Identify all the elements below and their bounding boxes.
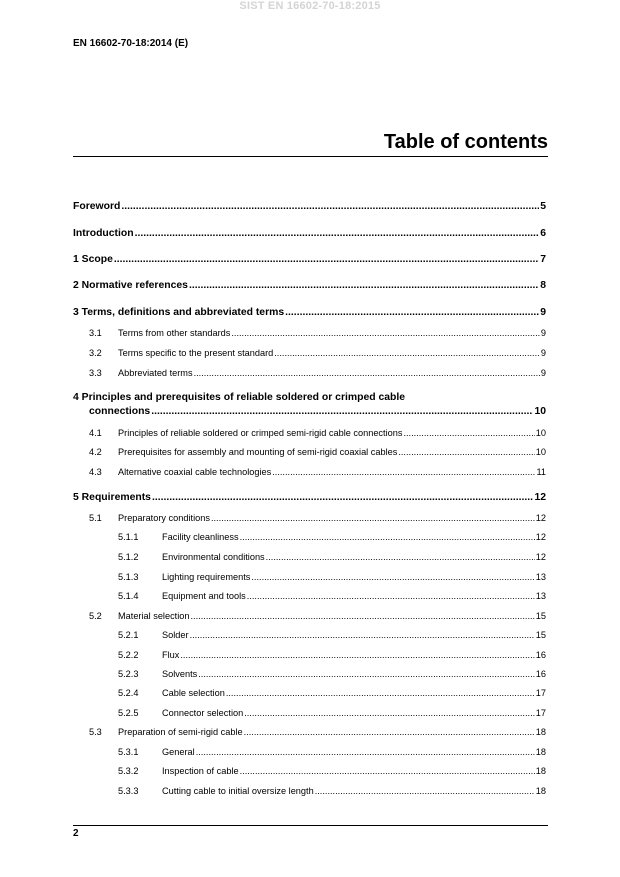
toc-entry[interactable] bbox=[118, 707, 546, 719]
toc-entry-number: 5.1.2 bbox=[118, 552, 139, 562]
toc-entry-label: Material selection bbox=[118, 611, 190, 621]
toc-entry-number: 5.2.2 bbox=[118, 650, 139, 660]
toc-dot-leader bbox=[315, 785, 535, 797]
toc-entry-number: 4.3 bbox=[89, 467, 102, 477]
toc-entry[interactable] bbox=[118, 687, 546, 699]
toc-entry-label: 3 Terms, definitions and abbreviated terms bbox=[73, 307, 285, 318]
toc-dot-leader bbox=[266, 551, 535, 563]
toc-entry-page: 10 bbox=[534, 406, 546, 417]
toc-entry[interactable] bbox=[73, 492, 546, 504]
toc-entry-label: Prerequisites for assembly and mounting of semi-rigid coaxial cables bbox=[118, 447, 398, 457]
page-title: Table of contents bbox=[383, 131, 548, 153]
title-divider bbox=[73, 156, 548, 157]
toc-entry-label: Equipment and tools bbox=[162, 591, 246, 601]
toc-entry-label-line1: 4 Principles and prerequisites of reliable soldered or crimped cable bbox=[73, 392, 406, 403]
toc-entry-number: 5.2.4 bbox=[118, 688, 139, 698]
toc-entry-label: General bbox=[162, 747, 195, 757]
toc-entry-number: 5.1.4 bbox=[118, 591, 139, 601]
toc-entry[interactable] bbox=[118, 746, 546, 758]
toc-entry-number: 5.3.1 bbox=[118, 747, 139, 757]
toc-entry-page: 5 bbox=[540, 201, 546, 212]
toc-dot-leader bbox=[240, 765, 535, 777]
toc-dot-leader bbox=[211, 512, 535, 524]
toc-entry-number: 4.2 bbox=[89, 447, 102, 457]
toc-entry-page: 11 bbox=[536, 467, 546, 477]
toc-dot-leader bbox=[152, 492, 533, 504]
toc-entry-page: 8 bbox=[540, 280, 546, 291]
toc-dot-leader bbox=[189, 280, 539, 292]
toc-entry[interactable] bbox=[89, 512, 546, 524]
toc-entry-label: Lighting requirements bbox=[162, 572, 251, 582]
toc-dot-leader bbox=[272, 466, 535, 478]
toc-dot-leader bbox=[190, 629, 535, 641]
toc-entry-number: 5.2.3 bbox=[118, 669, 139, 679]
toc-entry-label: Flux bbox=[162, 650, 180, 660]
toc-entry-label: Preparation of semi-rigid cable bbox=[118, 727, 243, 737]
toc-entry-page: 13 bbox=[535, 591, 546, 601]
toc-entry[interactable] bbox=[89, 610, 546, 622]
toc-entry-number: 5.3.3 bbox=[118, 786, 139, 796]
page-number: 2 bbox=[73, 828, 79, 839]
toc-entry-page: 10 bbox=[535, 428, 546, 438]
toc-entry-number: 5.1.1 bbox=[118, 532, 139, 542]
toc-entry-page: 15 bbox=[535, 611, 546, 621]
toc-dot-leader bbox=[196, 746, 535, 758]
toc-entry-page: 13 bbox=[535, 572, 546, 582]
toc-entry[interactable] bbox=[89, 427, 546, 439]
toc-entry-page: 18 bbox=[535, 786, 546, 796]
toc-entry[interactable] bbox=[89, 446, 546, 458]
toc-entry-page: 16 bbox=[535, 669, 546, 679]
toc-entry-number: 5.2.1 bbox=[118, 630, 139, 640]
toc-entry-label: Terms from other standards bbox=[118, 328, 231, 338]
toc-dot-leader bbox=[285, 307, 539, 319]
toc-entry-label: Solvents bbox=[162, 669, 198, 679]
document-id: EN 16602-70-18:2014 (E) bbox=[73, 38, 189, 49]
toc-entry-page: 18 bbox=[535, 747, 546, 757]
toc-entry[interactable] bbox=[118, 571, 546, 583]
watermark: SIST EN 16602-70-18:2015 bbox=[239, 0, 381, 12]
toc-dot-leader bbox=[191, 610, 535, 622]
toc-dot-leader bbox=[244, 707, 535, 719]
toc-entry-number: 5.2.5 bbox=[118, 708, 139, 718]
toc-entry-label: Solder bbox=[162, 630, 189, 640]
toc-dot-leader bbox=[121, 201, 539, 213]
toc-entry[interactable] bbox=[73, 228, 546, 240]
toc-entry-page: 16 bbox=[535, 650, 546, 660]
toc-entry-label: Environmental conditions bbox=[162, 552, 265, 562]
toc-entry[interactable] bbox=[89, 466, 546, 478]
toc-entry[interactable] bbox=[118, 590, 546, 602]
toc-entry-label: Abbreviated terms bbox=[118, 368, 193, 378]
toc-entry-page: 12 bbox=[534, 492, 546, 503]
toc-entry-page: 10 bbox=[535, 447, 546, 457]
toc-entry-label: Terms specific to the present standard bbox=[118, 348, 274, 358]
toc-dot-leader bbox=[403, 427, 534, 439]
toc-dot-leader bbox=[135, 228, 540, 240]
toc-entry-page: 9 bbox=[540, 328, 546, 338]
toc-entry-label: Foreword bbox=[73, 201, 121, 212]
toc-entry-page: 18 bbox=[535, 727, 546, 737]
toc-dot-leader bbox=[240, 531, 535, 543]
toc-entry[interactable] bbox=[89, 347, 546, 359]
toc-entry-label: Preparatory conditions bbox=[118, 513, 210, 523]
toc-dot-leader bbox=[198, 668, 535, 680]
toc-dot-leader bbox=[251, 571, 534, 583]
toc-entry-label: Connector selection bbox=[162, 708, 244, 718]
toc-entry-page: 12 bbox=[535, 532, 546, 542]
toc-entry[interactable] bbox=[118, 551, 546, 563]
toc-entry[interactable] bbox=[118, 785, 546, 797]
toc-entry-number: 5.1.3 bbox=[118, 572, 139, 582]
toc-entry[interactable] bbox=[89, 327, 546, 339]
toc-entry-page: 9 bbox=[540, 307, 546, 318]
toc-entry-page: 7 bbox=[540, 254, 546, 265]
toc-dot-leader bbox=[274, 347, 540, 359]
toc-entry-number: 3.3 bbox=[89, 368, 102, 378]
toc-entry[interactable] bbox=[118, 629, 546, 641]
toc-dot-leader bbox=[114, 254, 539, 266]
toc-entry[interactable] bbox=[118, 649, 546, 661]
toc-entry[interactable] bbox=[118, 765, 546, 777]
toc-entry[interactable] bbox=[118, 668, 546, 680]
toc-dot-leader bbox=[226, 687, 535, 699]
toc-entry[interactable] bbox=[89, 367, 546, 379]
footer-divider bbox=[73, 825, 548, 826]
toc-entry-page: 12 bbox=[535, 552, 546, 562]
toc-entry-number: 3.2 bbox=[89, 348, 102, 358]
toc-entry-page: 17 bbox=[535, 688, 546, 698]
toc-entry-page: 17 bbox=[535, 708, 546, 718]
toc-dot-leader bbox=[244, 726, 535, 738]
toc-entry-page: 12 bbox=[535, 513, 546, 523]
toc-entry-page: 6 bbox=[540, 228, 546, 239]
toc-entry-label: 1 Scope bbox=[73, 254, 113, 265]
toc-dot-leader bbox=[247, 590, 535, 602]
toc-entry[interactable] bbox=[73, 307, 546, 319]
toc-dot-leader bbox=[398, 446, 534, 458]
toc-entry-number: 4.1 bbox=[89, 428, 102, 438]
toc-entry-page: 18 bbox=[535, 766, 546, 776]
toc-dot-leader bbox=[180, 649, 534, 661]
toc-entry-label: Inspection of cable bbox=[162, 766, 239, 776]
toc-entry-number: 5.3 bbox=[89, 727, 102, 737]
toc-entry-number: 5.2 bbox=[89, 611, 102, 621]
toc-entry-label: 5 Requirements bbox=[73, 492, 151, 503]
toc-entry-label: Cutting cable to initial oversize length bbox=[162, 786, 314, 796]
toc-dot-leader bbox=[231, 327, 540, 339]
toc-entry[interactable] bbox=[118, 531, 546, 543]
toc-entry-label: connections bbox=[89, 406, 151, 417]
toc-entry-number: 3.1 bbox=[89, 328, 102, 338]
toc-entry[interactable] bbox=[73, 280, 546, 292]
toc-entry-label: Principles of reliable soldered or crimped semi-rigid cable connections bbox=[118, 428, 403, 438]
toc-entry-label: Facility cleanliness bbox=[162, 532, 239, 542]
toc-entry-page: 9 bbox=[540, 368, 546, 378]
toc-entry-label: 2 Normative references bbox=[73, 280, 188, 291]
toc-entry-label: Cable selection bbox=[162, 688, 225, 698]
toc-entry-page: 15 bbox=[535, 630, 546, 640]
toc-entry[interactable] bbox=[73, 201, 546, 213]
toc-entry-page: 9 bbox=[540, 348, 546, 358]
toc-entry[interactable] bbox=[89, 726, 546, 738]
toc-entry[interactable] bbox=[73, 254, 546, 266]
toc-entry-label: Introduction bbox=[73, 228, 134, 239]
toc-dot-leader bbox=[151, 406, 533, 418]
toc-dot-leader bbox=[194, 367, 540, 379]
toc-entry-number: 5.3.2 bbox=[118, 766, 139, 776]
toc-entry[interactable] bbox=[89, 406, 546, 418]
toc-entry-label: Alternative coaxial cable technologies bbox=[118, 467, 272, 477]
toc-entry-number: 5.1 bbox=[89, 513, 102, 523]
